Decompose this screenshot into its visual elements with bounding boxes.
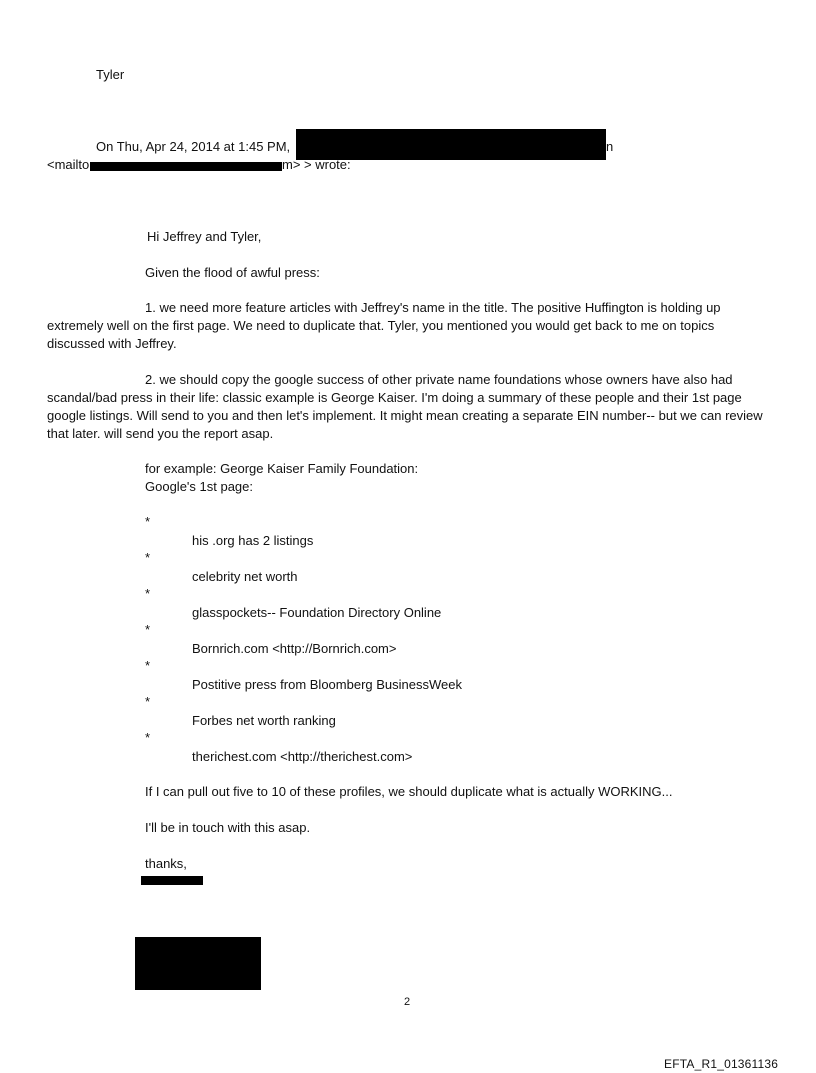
list-item: Forbes net worth ranking (192, 713, 336, 728)
list-item: Postitive press from Bloomberg BusinessWeek (192, 677, 462, 692)
example-heading: for example: George Kaiser Family Foundation: (145, 461, 419, 476)
list-item: his .org has 2 listings (192, 533, 314, 548)
redaction-block (135, 937, 261, 990)
signature-name: Tyler (96, 67, 125, 82)
bullet-icon: * (145, 658, 151, 673)
point2-continuation: scandal/bad press in their life: classic example is George Kaiser. I'm doing a summary of these people and their 1st page google listings. Will send to you and then let's implement. It might mean creating a separate EIN number-- but we can review that later. will send you the report asap. (47, 390, 763, 441)
list-item: therichest.com <http://therichest.com> (192, 749, 413, 764)
bullet-icon: * (145, 622, 151, 637)
email-greeting: Hi Jeffrey and Tyler, (147, 229, 262, 244)
list-item: celebrity net worth (192, 569, 298, 584)
list-item: Bornrich.com <http://Bornrich.com> (192, 641, 397, 656)
email-intro: Given the flood of awful press: (145, 265, 320, 280)
closing-line-2: I'll be in touch with this asap. (145, 820, 311, 835)
mailto-suffix: m> > wrote: (282, 157, 351, 172)
google-first-page-heading: Google's 1st page: (145, 479, 253, 494)
point2-first-line: 2. we should copy the google success of other private name foundations whose owners have also had (145, 372, 733, 387)
redaction-email-address (90, 162, 282, 171)
bullet-icon: * (145, 550, 151, 565)
document-id: EFTA_R1_01361136 (664, 1057, 779, 1071)
bullet-icon: * (145, 586, 151, 601)
point1-first-line: 1. we need more feature articles with Jeffrey's name in the title. The positive Huffington is holding up (145, 300, 721, 315)
bullet-icon: * (145, 514, 151, 529)
signoff: thanks, (145, 856, 187, 871)
mailto-prefix: <mailto (47, 157, 90, 172)
email-date-line: On Thu, Apr 24, 2014 at 1:45 PM, (96, 139, 291, 154)
page-number: 2 (404, 996, 411, 1008)
bullet-icon: * (145, 730, 151, 745)
redaction-signature (141, 876, 203, 885)
bullet-icon: * (145, 694, 151, 709)
closing-line-1: If I can pull out five to 10 of these profiles, we should duplicate what is actually WORKING... (145, 784, 673, 799)
email-header-trailing: n (606, 139, 614, 154)
point1-continuation: extremely well on the first page. We need to duplicate that. Tyler, you mentioned you would get back to me on topics discussed with Jeffrey. (47, 318, 715, 351)
list-item: glasspockets-- Foundation Directory Online (192, 605, 442, 620)
